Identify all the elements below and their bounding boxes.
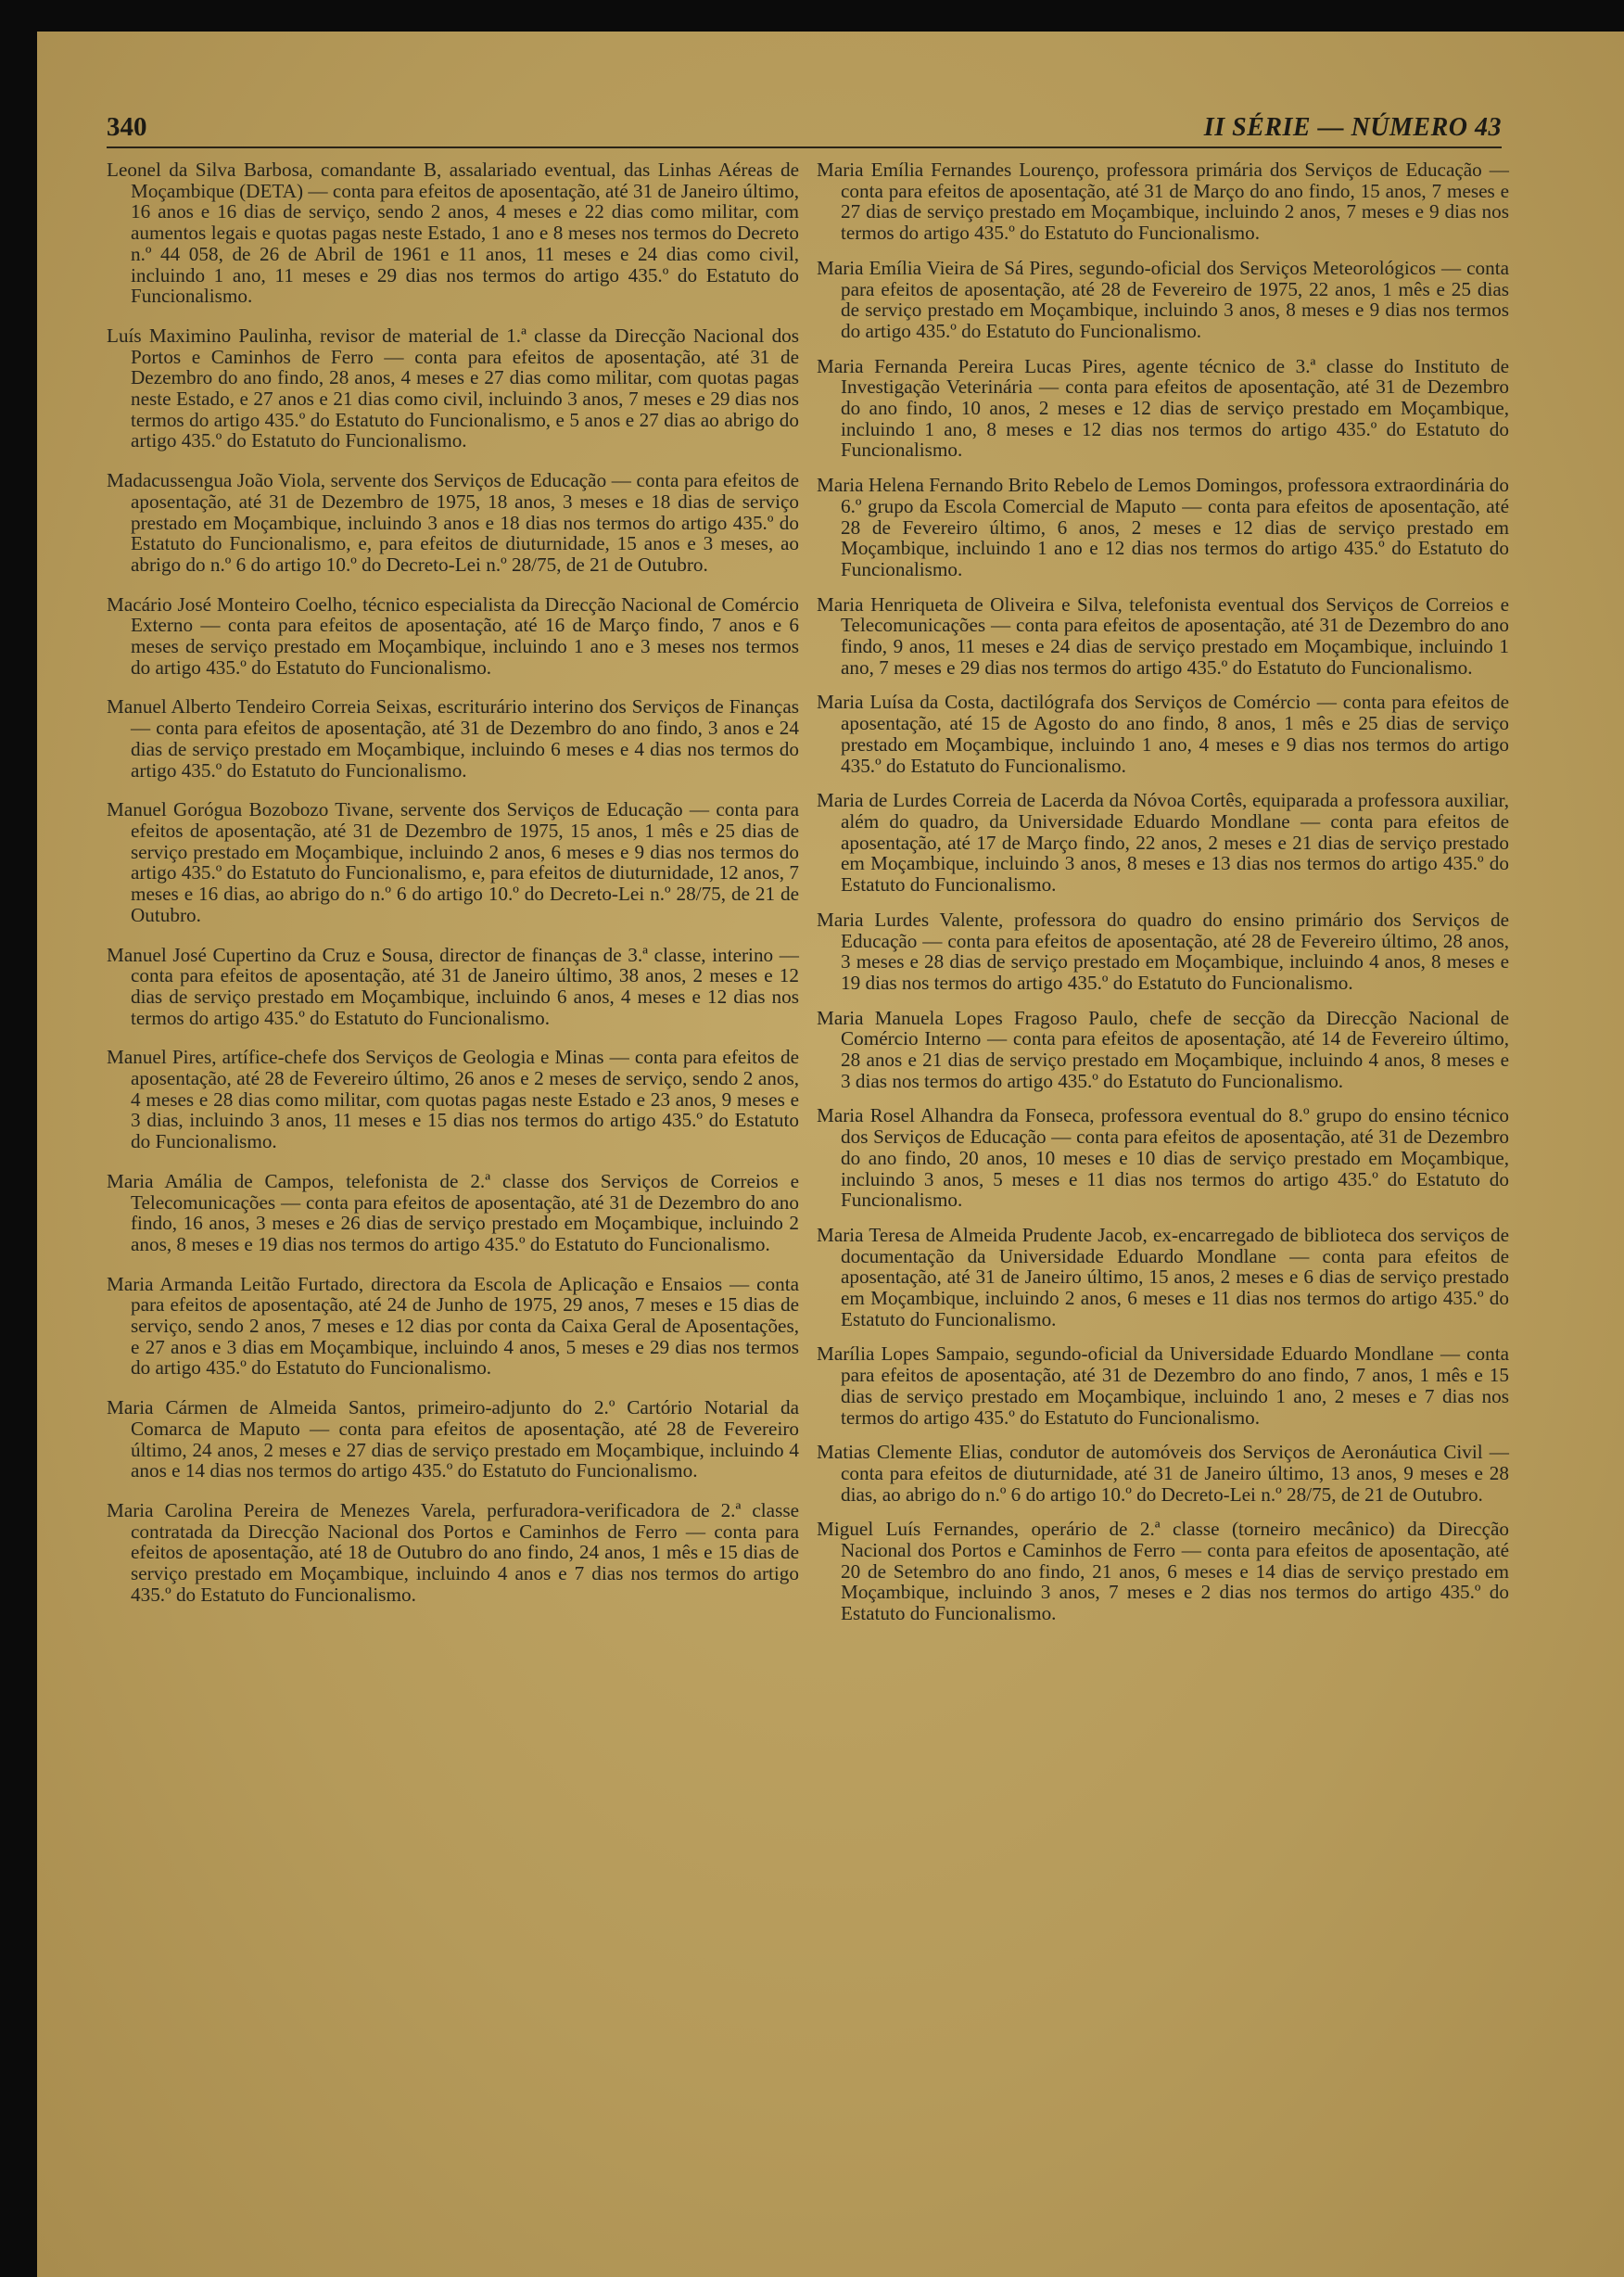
entry-maria-emilia-lourenco: Maria Emília Fernandes Lourenço, professora primária dos Serviços de Educação — conta para efeitos de aposentação, até 31 de Março do ano findo, 15 anos, 7 meses e 27 dias de serviço prestado em Moçambique, incluindo 2 anos, 7 meses e 9 dias nos termos do artigo 435.º do Estatuto do Funcionalismo. [817,159,1509,245]
series-number: II SÉRIE — NÚMERO 43 [1203,113,1502,142]
entry-maria-rosel-fonseca: Maria Rosel Alhandra da Fonseca, professora eventual do 8.º grupo do ensino técnico dos Serviços de Educação — conta para efeitos de aposentação, até 31 de Dezembro do ano findo, 20 anos, 10 meses e 10 dias de serviço prestado em Moçambique, incluindo 3 anos, 5 meses e 11 dias nos termos do artigo 435.º do Estatuto do Funcionalismo. [817,1104,1509,1212]
entry-maria-luisa-costa: Maria Luísa da Costa, dactilógrafa dos Serviços de Comércio — conta para efeitos de aposentação, até 15 de Agosto do ano findo, 8 anos, 1 mês e 25 dias de serviço prestado em Moçambique, incluindo 1 ano, 4 meses e 9 dias nos termos do artigo 435.º do Estatuto do Funcionalismo. [817,691,1509,777]
entry-manuel-tivane: Manuel Gorógua Bozobozo Tivane, servente dos Serviços de Educação — conta para efeitos de aposentação, até 31 de Dezembro de 1975, 15 anos, 1 mês e 25 dias de serviço prestado em Moçambique, incluindo 2 anos, 6 meses e 9 dias nos termos do artigo 435.º do Estatuto do Funcionalismo, e, para efeitos de diuturnidade, 12 anos, 7 meses e 16 dias, ao abrigo do n.º 6 do artigo 10.º do Decreto-Lei n.º 28/75, de 21 de Outubro. [107,798,799,926]
entry-luis-paulinha: Luís Maximino Paulinha, revisor de material de 1.ª classe da Direcção Nacional dos Portos e Caminhos de Ferro — conta para efeitos de aposentação, até 31 de Dezembro do ano findo, 28 anos, 4 meses e 27 dias como militar, com quotas pagas neste Estado, e 27 anos e 21 dias como civil, incluindo 3 anos, 7 meses e 29 dias nos termos do artigo 435.º do Estatuto do Funcionalismo, e 5 anos e 27 dias ao abrigo do artigo 435.º do Estatuto do Funcionalismo. [107,324,799,452]
entry-manuel-sousa: Manuel José Cupertino da Cruz e Sousa, director de finanças de 3.ª classe, interino — conta para efeitos de aposentação, até 31 de Janeiro último, 38 anos, 2 meses e 12 dias de serviço prestado em Moçambique, incluindo 6 anos, 4 meses e 12 dias nos termos do artigo 435.º do Estatuto do Funcionalismo. [107,943,799,1029]
entry-maria-carmen-santos: Maria Cármen de Almeida Santos, primeiro-adjunto do 2.º Cartório Notarial da Comarca de Maputo — conta para efeitos de aposentação, até 28 de Fevereiro último, 24 anos, 2 meses e 27 dias de serviço prestado em Moçambique, incluindo 4 anos e 14 dias nos termos do artigo 435.º do Estatuto do Funcionalismo. [107,1396,799,1482]
entry-matias-elias: Matias Clemente Elias, condutor de automóveis dos Serviços de Aeronáutica Civil — conta para efeitos de diuturnidade, até 31 de Janeiro último, 13 anos, 9 meses e 28 dias, ao abrigo do n.º 6 do artigo 10.º do Decreto-Lei n.º 28/75, de 21 de Outubro. [817,1441,1509,1506]
entry-maria-lurdes-cortes: Maria de Lurdes Correia de Lacerda da Nóvoa Cortês, equiparada a professora auxiliar, além do quadro, da Universidade Eduardo Mondlane — conta para efeitos de aposentação, até 17 de Março findo, 22 anos, 2 meses e 21 dias de serviço prestado em Moçambique, incluindo 3 anos, 8 meses e 13 dias nos termos do artigo 435.º do Estatuto do Funcionalismo. [817,789,1509,897]
entry-manuel-pires: Manuel Pires, artífice-chefe dos Serviços de Geologia e Minas — conta para efeitos de aposentação, até 28 de Fevereiro último, 26 anos e 2 meses de serviço, sendo 2 anos, 4 meses e 28 dias como militar, com quotas pagas neste Estado e 23 anos, 9 meses e 3 dias, incluindo 3 anos, 11 meses e 15 dias nos termos do artigo 435.º do Estatuto do Funcionalismo. [107,1046,799,1153]
entry-madacussengua-viola: Madacussengua João Viola, servente dos Serviços de Educação — conta para efeitos de aposentação, até 31 de Dezembro de 1975, 18 anos, 3 meses e 18 dias de serviço prestado em Moçambique, incluindo 3 anos e 18 dias nos termos do artigo 435.º do Estatuto do Funcionalismo, e, para efeitos de diuturnidade, 15 anos e 3 meses, ao abrigo do n.º 6 do artigo 10.º do Decreto-Lei n.º 28/75, de 21 de Outubro. [107,469,799,576]
entry-macario-coelho: Macário José Monteiro Coelho, técnico especialista da Direcção Nacional de Comércio Externo — conta para efeitos de aposentação, até 16 de Março findo, 7 anos e 6 meses de serviço prestado em Moçambique, incluindo 1 ano e 3 meses nos termos do artigo 435.º do Estatuto do Funcionalismo. [107,592,799,679]
entry-maria-emilia-pires: Maria Emília Vieira de Sá Pires, segundo-oficial dos Serviços Meteorológicos — conta para efeitos de aposentação, até 28 de Fevereiro de 1975, 22 anos, 1 mês e 25 dias de serviço prestado em Moçambique, incluindo 3 anos, 8 meses e 9 dias nos termos do artigo 435.º do Estatuto do Funcionalismo. [817,256,1509,342]
entry-maria-fernanda-pires: Maria Fernanda Pereira Lucas Pires, agente técnico de 3.ª classe do Instituto de Investigação Veterinária — conta para efeitos de aposentação, até 31 de Dezembro do ano findo, 10 anos, 2 meses e 12 dias de serviço prestado em Moçambique, incluindo 1 ano, 8 meses e 12 dias nos termos do artigo 435.º do Estatuto do Funcionalismo. [817,354,1509,462]
entry-manuel-seixas: Manuel Alberto Tendeiro Correia Seixas, escriturário interino dos Serviços de Finanças — conta para efeitos de aposentação, até 31 de Dezembro do ano findo, 3 anos e 24 dias de serviço prestado em Moçambique, incluindo 6 meses e 4 dias nos termos do artigo 435.º do Estatuto do Funcionalismo. [107,695,799,782]
entry-maria-lurdes-valente: Maria Lurdes Valente, professora do quadro do ensino primário dos Serviços de Educação — conta para efeitos de aposentação, até 28 de Fevereiro último, 28 anos, 3 meses e 28 dias de serviço prestado em Moçambique, incluindo 4 anos, 8 meses e 19 dias nos termos do artigo 435.º do Estatuto do Funcionalismo. [817,908,1509,994]
entry-miguel-fernandes: Miguel Luís Fernandes, operário de 2.ª classe (torneiro mecânico) da Direcção Nacional dos Portos e Caminhos de Ferro — conta para efeitos de aposentação, até 20 de Setembro do ano findo, 21 anos, 6 meses e 14 dias de serviço prestado em Moçambique, incluindo 3 anos, 7 meses e 2 dias nos termos do artigo 435.º do Estatuto do Funcionalismo. [817,1518,1509,1625]
entry-marilia-sampaio: Marília Lopes Sampaio, segundo-oficial da Universidade Eduardo Mondlane — conta para efeitos de aposentação, até 31 de Dezembro do ano findo, 7 anos, 1 mês e 15 dias de serviço prestado em Moçambique, incluindo 1 ano, 2 meses e 7 dias nos termos do artigo 435.º do Estatuto do Funcionalismo. [817,1342,1509,1429]
entry-leonel-barbosa: Leonel da Silva Barbosa, comandante B, assalariado eventual, das Linhas Aéreas de Moçambique (DETA) — conta para efeitos de aposentação, até 31 de Janeiro último, 16 anos e 16 dias de serviço, sendo 2 anos, 4 meses e 22 dias como militar, com aumentos legais e quotas pagas neste Estado, 1 ano e 8 meses nos termos do Decreto n.º 44 058, de 26 de Abril de 1961 e 11 anos, 11 meses e 24 dias como civil, incluindo 1 ano, 11 meses e 29 dias nos termos do artigo 435.º do Estatuto do Funcionalismo. [107,159,799,308]
entry-maria-armanda-furtado: Maria Armanda Leitão Furtado, directora da Escola de Aplicação e Ensaios — conta para efeitos de aposentação, até 24 de Junho de 1975, 29 anos, 7 meses e 15 dias de serviço, sendo 2 anos, 7 meses e 12 dias por conta da Caixa Geral de Aposentações, e 27 anos e 3 dias em Moçambique, incluindo 4 anos, 5 meses e 29 dias nos termos do artigo 435.º do Estatuto do Funcionalismo. [107,1272,799,1380]
page-header [107,100,1502,148]
left-column [107,159,799,1623]
page-number: 340 [107,112,147,142]
entry-maria-helena-domingos: Maria Helena Fernando Brito Rebelo de Lemos Domingos, professora extraordinária do 6.º grupo da Escola Comercial de Maputo — conta para efeitos de aposentação, até 28 de Fevereiro último, 6 anos, 2 meses e 12 dias de serviço prestado em Moçambique, incluindo 1 ano e 12 dias nos termos do artigo 435.º do Estatuto do Funcionalismo. [817,474,1509,580]
entry-maria-henriqueta-silva: Maria Henriqueta de Oliveira e Silva, telefonista eventual dos Serviços de Correios e Telecomunicações — conta para efeitos de aposentação, até 31 de Dezembro do ano findo, 9 anos, 11 meses e 24 dias de serviço prestado em Moçambique, incluindo 1 ano, 7 meses e 29 dias nos termos do artigo 435.º do Estatuto do Funcionalismo. [817,592,1509,679]
entry-maria-carolina-varela: Maria Carolina Pereira de Menezes Varela, perfuradora-verificadora de 2.ª classe contratada da Direcção Nacional dos Portos e Caminhos de Ferro — conta para efeitos de aposentação, até 18 de Outubro do ano findo, 24 anos, 1 mês e 15 dias de serviço prestado em Moçambique, incluindo 4 anos e 7 dias nos termos do artigo 435.º do Estatuto do Funcionalismo. [107,1498,799,1606]
entry-maria-amalia-campos: Maria Amália de Campos, telefonista de 2.ª classe dos Serviços de Correios e Telecomunicações — conta para efeitos de aposentação, até 31 de Dezembro do ano findo, 16 anos, 3 meses e 26 dias de serviço prestado em Moçambique, incluindo 2 anos, 8 meses e 19 dias nos termos do artigo 435.º do Estatuto do Funcionalismo. [107,1169,799,1255]
entry-maria-manuela-paulo: Maria Manuela Lopes Fragoso Paulo, chefe de secção da Direcção Nacional de Comércio Interno — conta para efeitos de aposentação, até 14 de Fevereiro último, 28 anos e 21 dias de serviço prestado em Moçambique, incluindo 4 anos, 8 meses e 3 dias nos termos do artigo 435.º do Estatuto do Funcionalismo. [817,1006,1509,1092]
right-column [817,159,1509,1638]
entry-maria-teresa-jacob: Maria Teresa de Almeida Prudente Jacob, ex-encarregado de biblioteca dos serviços de documentação da Universidade Eduardo Mondlane — conta para efeitos de aposentação, até 31 de Janeiro último, 15 anos, 2 meses e 6 dias de serviço prestado em Moçambique, incluindo 2 anos, 6 meses e 11 dias nos termos do artigo 435.º do Estatuto do Funcionalismo. [817,1223,1509,1330]
